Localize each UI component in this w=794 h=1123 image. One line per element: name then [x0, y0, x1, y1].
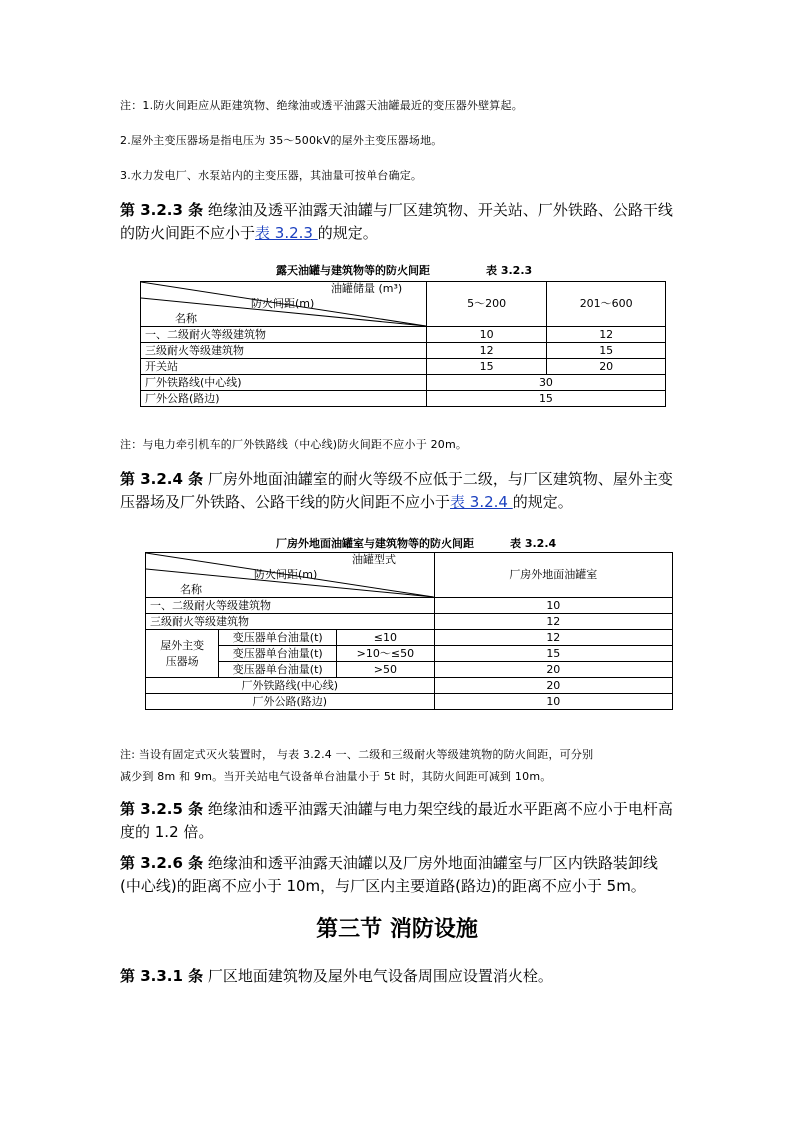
- table-row: [146, 630, 673, 646]
- clause-text-end: 的规定。: [317, 224, 378, 242]
- table-row: [141, 327, 666, 343]
- cell-value: 12: [434, 630, 672, 646]
- table-link-3-2-3[interactable]: 表 3.2.3: [255, 224, 318, 242]
- table-row: [141, 343, 666, 359]
- table-row: [146, 662, 673, 678]
- table-3-2-4: [145, 552, 673, 710]
- cell-value: 12: [547, 327, 666, 343]
- header-name: 名称: [175, 312, 197, 325]
- cell-value: 15: [426, 359, 546, 375]
- group-label-line-1: 屋外主变: [160, 638, 205, 652]
- clause-3-3-1: [120, 965, 676, 988]
- table-row: [141, 375, 666, 391]
- cell-value: 15: [547, 343, 666, 359]
- table-title: 露天油罐与建筑物等的防火间距: [276, 264, 430, 277]
- row-name: 变压器单台油量(t): [219, 630, 337, 646]
- clause-text: 绝缘油及透平油露天油罐与厂区建筑物、开关站、厂外铁路、公路干线的防火间距不应小于: [120, 201, 673, 242]
- table-link-3-2-4[interactable]: 表 3.2.4: [450, 493, 513, 511]
- clause-3-2-4: [120, 468, 676, 514]
- cell-value: 10: [434, 694, 672, 710]
- header-distance: 防火间距(m): [254, 568, 318, 581]
- row-name: 一、二级耐火等级建筑物: [146, 598, 435, 614]
- diagonal-header-cell: [141, 282, 427, 327]
- table-row: [141, 391, 666, 407]
- clause-number: 第 3.2.5 条: [120, 800, 204, 818]
- note-line-3: 3.水力发电厂、水泵站内的主变压器，其油量可按单台确定。: [120, 169, 423, 182]
- clause-number: 第 3.2.6 条: [120, 854, 204, 872]
- row-name: 变压器单台油量(t): [219, 662, 337, 678]
- clause-number: 第 3.3.1 条: [120, 967, 204, 985]
- cell-value: 10: [434, 598, 672, 614]
- cell-value: 20: [434, 662, 672, 678]
- row-condition: >10～≤50: [337, 646, 435, 662]
- table-label: 表 3.2.3: [486, 264, 533, 277]
- clause-text: 厂房外地面油罐室的耐火等级不应低于二级，与厂区建筑物、屋外主变压器场及厂外铁路、公路干线的防火间距不应小于: [120, 470, 673, 511]
- diagonal-header-cell: [146, 553, 435, 598]
- table-title: 厂房外地面油罐室与建筑物等的防火间距: [276, 537, 474, 550]
- cell-value: 12: [434, 614, 672, 630]
- table-label: 表 3.2.4: [510, 537, 557, 550]
- note-table-3-2-4-line-1: 注: 当设有固定式灭火装置时， 与表 3.2.4 一、二级和三级耐火等级建筑物的防火间距，可分别: [120, 748, 594, 761]
- clause-3-2-3: [120, 199, 676, 245]
- clause-3-2-5: [120, 798, 676, 844]
- clause-text: 绝缘油和透平油露天油罐以及厂房外地面油罐室与厂区内铁路装卸线(中心线)的距离不应小于 10m，与厂区内主要道路(路边)的距离不应小于 5m。: [120, 854, 658, 895]
- row-name: 变压器单台油量(t): [219, 646, 337, 662]
- table-row: [146, 614, 673, 630]
- header-distance: 防火间距(m): [251, 297, 315, 310]
- cell-value: 20: [434, 678, 672, 694]
- table-row: [146, 598, 673, 614]
- clause-3-2-6: [120, 852, 676, 898]
- column-header: 5～200: [426, 282, 546, 327]
- cell-value: 15: [434, 646, 672, 662]
- section-title: 第三节 消防设施: [316, 916, 478, 942]
- row-name: 厂外铁路线(中心线): [141, 375, 427, 391]
- cell-value: 20: [547, 359, 666, 375]
- table-row: [146, 646, 673, 662]
- clause-text: 厂区地面建筑物及屋外电气设备周围应设置消火栓。: [203, 967, 553, 985]
- row-condition: ≤10: [337, 630, 435, 646]
- table-row: [146, 694, 673, 710]
- clause-text-end: 的规定。: [512, 493, 573, 511]
- column-header: 201～600: [547, 282, 666, 327]
- note-table-3-2-4-line-2: 减少到 8m 和 9m。当开关站电气设备单台油量小于 5t 时，其防火间距可减到 10m。: [120, 770, 552, 783]
- row-name: 一、二级耐火等级建筑物: [141, 327, 427, 343]
- note-table-3-2-3: 注：与电力牵引机车的厂外铁路线（中心线)防火间距不应小于 20m。: [120, 438, 468, 451]
- header-storage: 油罐储量 (m³): [331, 282, 403, 295]
- clause-number: 第 3.2.3 条: [120, 201, 204, 219]
- column-header: 厂房外地面油罐室: [434, 553, 672, 598]
- row-name: 厂外公路(路边): [146, 694, 435, 710]
- table-row: [146, 678, 673, 694]
- header-name: 名称: [180, 583, 202, 596]
- header-tank-type: 油罐型式: [352, 553, 396, 566]
- row-name: 三级耐火等级建筑物: [146, 614, 435, 630]
- note-line-2: 2.屋外主变压器场是指电压为 35～500kV的屋外主变压器场地。: [120, 134, 443, 147]
- clause-text: 绝缘油和透平油露天油罐与电力架空线的最近水平距离不应小于电杆高度的 1.2 倍。: [120, 800, 673, 841]
- table-3-2-3: [140, 281, 666, 407]
- clause-number: 第 3.2.4 条: [120, 470, 204, 488]
- cell-value: 10: [426, 327, 546, 343]
- note-line-1: 注：1.防火间距应从距建筑物、绝缘油或透平油露天油罐最近的变压器外壁算起。: [120, 99, 523, 112]
- cell-value-merged: 15: [426, 391, 665, 407]
- row-name: 开关站: [141, 359, 427, 375]
- group-label-cell: [146, 630, 219, 678]
- cell-value-merged: 30: [426, 375, 665, 391]
- cell-value: 12: [426, 343, 546, 359]
- row-name: 三级耐火等级建筑物: [141, 343, 427, 359]
- row-condition: >50: [337, 662, 435, 678]
- row-name: 厂外铁路线(中心线): [146, 678, 435, 694]
- group-label-line-2: 压器场: [165, 654, 199, 668]
- table-row: [141, 359, 666, 375]
- row-name: 厂外公路(路边): [141, 391, 427, 407]
